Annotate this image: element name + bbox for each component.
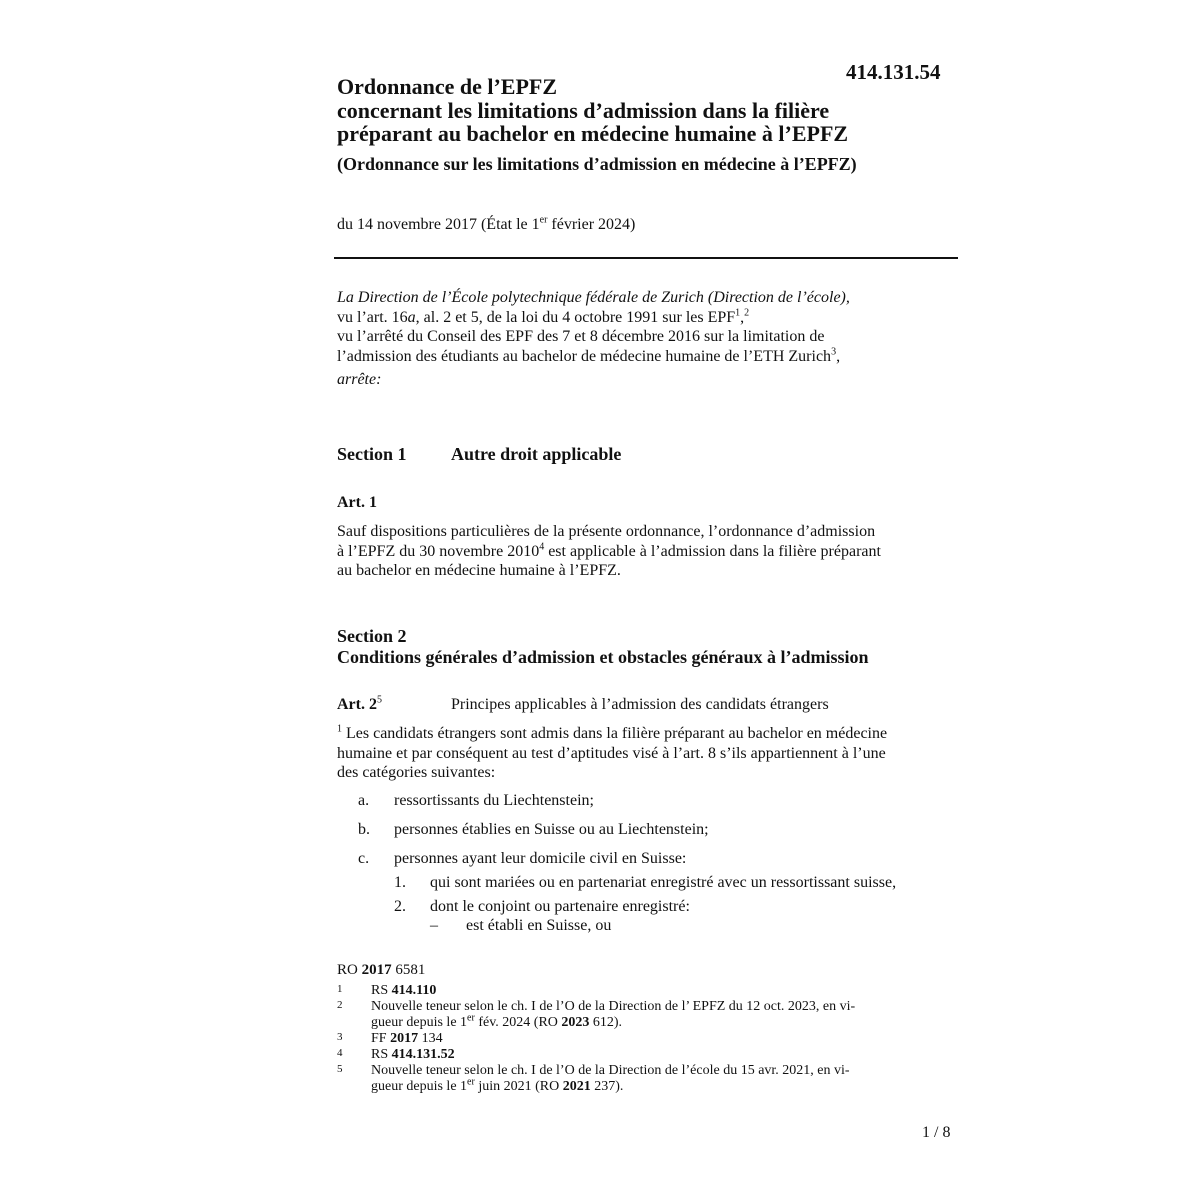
fn2-line-2c: 612).: [589, 1014, 623, 1030]
ro-reference: [337, 963, 425, 979]
art-1-text: [337, 522, 881, 581]
preamble-line-2c: , al. 2 et 5, de la loi du 4 octobre 1991 sur les EPF: [415, 308, 736, 326]
preamble-line-1: La Direction de l’École polytechnique fédérale de Zurich (Direction de l’école),: [337, 289, 850, 306]
sub-item-1-label: 1.: [394, 874, 406, 891]
list-item-c-label: c.: [358, 850, 370, 867]
section-2-heading: [337, 626, 869, 668]
fn2-bold: 2023: [561, 1014, 590, 1030]
footnote-2-text: [371, 999, 855, 1030]
fn1-a: RS: [371, 983, 392, 998]
footnote-1-number: 1: [337, 983, 343, 995]
fn5-sup: er: [467, 1075, 475, 1087]
preamble-line-5: arrête:: [337, 371, 382, 388]
preamble-line-4: [337, 347, 850, 367]
art-1-line-2: [337, 542, 881, 562]
fn5-line-2c: 237).: [590, 1078, 624, 1094]
footnote-5-text: [371, 1063, 850, 1094]
sub-item-2-label: 2.: [394, 898, 406, 915]
dash-item-text: est établi en Suisse, ou: [466, 917, 612, 934]
fn2-line-2a: gueur depuis le 1: [371, 1014, 468, 1030]
art-2-para-line-2: humaine et par conséquent au test d’aptitudes visé à l’art. 8 s’ils appartiennent à l’une: [337, 744, 886, 762]
art-2-para-line-1-text: Les candidats étrangers sont admis dans la filière préparant au bachelor en médecine: [342, 725, 888, 742]
list-item-b-label: b.: [358, 821, 370, 838]
art-1-line-3: au bachelor en médecine humaine à l’EPFZ.: [337, 562, 621, 579]
fn4-b: 414.131.52: [391, 1047, 455, 1062]
preamble-line-4-text: l’admission des étudiants au bachelor de médecine humaine de l’ETH Zurich: [337, 347, 832, 365]
document-title: [337, 75, 848, 146]
preamble-comma: ,: [740, 308, 745, 326]
list-item-b-text: personnes établies en Suisse ou au Liechtenstein;: [394, 821, 709, 838]
preamble-line-4-end: ,: [836, 347, 841, 365]
fn1-b: 414.110: [391, 983, 437, 998]
art-2-para-line-3: des catégories suivantes:: [337, 764, 496, 781]
document-number: 414.131.54: [846, 60, 941, 84]
fn3-a: FF: [371, 1031, 391, 1046]
footnote-ref-3[interactable]: 3: [831, 346, 837, 358]
list-item-a-text: ressortissants du Liechtenstein;: [394, 792, 594, 809]
footnote-2-number: 2: [337, 999, 343, 1011]
footnote-ref-4[interactable]: 4: [539, 541, 545, 553]
list-item-a-label: a.: [358, 792, 370, 809]
footnote-3-text: [371, 1031, 443, 1047]
footnote-ref-1[interactable]: 1: [735, 307, 741, 319]
fn2-line-2: [371, 1011, 855, 1031]
dash-item-label: –: [430, 917, 438, 934]
preamble-line-2b: a: [407, 308, 416, 326]
art-1-line-1: Sauf dispositions particulières de la présente ordonnance, l’ordonnance d’admission: [337, 523, 876, 540]
title-line-2: concernant les limitations d’admission dans la filière: [337, 97, 830, 123]
footnote-4-number: 4: [337, 1047, 343, 1059]
art-2-label: [337, 696, 382, 714]
fn2-sup: er: [467, 1011, 475, 1023]
document-subtitle: (Ordonnance sur les limitations d’admission en médecine à l’EPFZ): [337, 154, 857, 174]
date-suffix: février 2024): [547, 216, 636, 233]
sub-item-2-text: dont le conjoint ou partenaire enregistré:: [430, 898, 690, 915]
section-1-title: Autre droit applicable: [451, 444, 622, 464]
section-2-number: Section 2: [337, 626, 407, 646]
paragraph-number: 1: [337, 723, 342, 735]
ro-prefix: RO: [337, 962, 362, 978]
sub-item-1-text: qui sont mariées ou en partenariat enregistré avec un ressortissant suisse,: [430, 874, 897, 891]
footnote-4-text: [371, 1047, 455, 1063]
art-2-paragraph-1: [337, 724, 887, 783]
section-1-number: Section 1: [337, 444, 407, 464]
fn2-line-1: Nouvelle teneur selon le ch. I de l’O de la Direction de l’ EPFZ du 12 oct. 2023, en vi-: [371, 999, 856, 1014]
art-2-label-text: Art. 2: [337, 696, 377, 713]
footnote-3-number: 3: [337, 1031, 343, 1043]
fn5-line-1: Nouvelle teneur selon le ch. I de l’O de la Direction de l’école du 15 avr. 2021, en vi-: [371, 1063, 850, 1078]
preamble-line-2a: vu l’art. 16: [337, 308, 408, 326]
date-sup: er: [539, 214, 548, 226]
title-line-3: préparant au bachelor en médecine humaine à l’EPFZ: [337, 121, 849, 146]
fn2-line-2b: fév. 2024 (RO: [474, 1014, 562, 1030]
title-line-1: Ordonnance de l’EPFZ: [337, 74, 558, 99]
art-2-para-line-1: [337, 724, 887, 744]
fn5-line-2a: gueur depuis le 1: [371, 1078, 468, 1094]
fn5-line-2b: juin 2021 (RO: [474, 1078, 563, 1094]
preamble-line-2: [337, 308, 850, 328]
fn4-a: RS: [371, 1047, 392, 1062]
ro-page: 6581: [391, 962, 426, 978]
header-divider: [334, 257, 958, 259]
date-prefix: du 14 novembre 2017 (État le 1: [337, 216, 540, 233]
fn3-c: 134: [418, 1031, 443, 1046]
preamble-line-3: vu l’arrêté du Conseil des EPF des 7 et 8 décembre 2016 sur la limitation de: [337, 328, 825, 345]
footnote-1-text: [371, 983, 436, 999]
ro-year: 2017: [361, 962, 392, 978]
section-2-title: Conditions générales d’admission et obstacles généraux à l’admission: [337, 647, 869, 667]
art-1-line-2b: est applicable à l’admission dans la filière préparant: [544, 542, 881, 560]
art-1-label: Art. 1: [337, 494, 377, 511]
preamble: [337, 288, 850, 390]
fn5-bold: 2021: [562, 1078, 591, 1094]
page-number: 1 / 8: [922, 1124, 951, 1141]
footnote-ref-2[interactable]: 2: [744, 307, 750, 319]
document-date: [337, 216, 635, 234]
art-2-description: Principes applicables à l’admission des candidats étrangers: [451, 696, 829, 713]
fn5-line-2: [371, 1075, 850, 1095]
footnote-ref-5[interactable]: 5: [376, 694, 382, 706]
footnote-5-number: 5: [337, 1063, 343, 1075]
list-item-c-text: personnes ayant leur domicile civil en Suisse:: [394, 850, 687, 867]
fn3-b: 2017: [390, 1031, 419, 1046]
art-1-line-2a: à l’EPFZ du 30 novembre 2010: [337, 542, 540, 560]
